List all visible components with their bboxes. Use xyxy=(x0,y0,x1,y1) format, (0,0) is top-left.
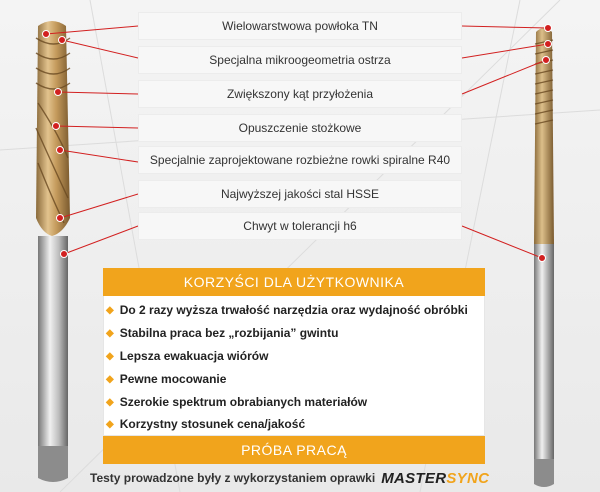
benefit-text: Lepsza ewakuacja wiórów xyxy=(119,349,269,363)
brand-part-sync: SYNC xyxy=(446,469,490,487)
diamond-bullet-icon: ◆ xyxy=(106,327,114,339)
feature-label-flutes: Specjalnie zaprojektowane rozbieżne rowki spiralne R40 xyxy=(138,146,462,174)
test-footer-text: Testy prowadzone były z wykorzystaniem oprawki xyxy=(90,471,376,485)
test-footer xyxy=(90,468,489,488)
benefit-text: Szerokie spektrum obrabianych materiałów xyxy=(119,395,368,409)
mastersync-logo xyxy=(381,470,489,487)
benefit-item xyxy=(106,326,338,340)
straight-tap-illustration xyxy=(524,24,564,492)
benefits-title: KORZYŚCI DLA UŻYTKOWNIKA xyxy=(103,268,485,296)
diamond-bullet-icon: ◆ xyxy=(106,373,114,385)
feature-label-angle: Zwiększony kąt przyłożenia xyxy=(138,80,462,108)
feature-label-coating: Wielowarstwowa powłoka TN xyxy=(138,12,462,40)
diamond-bullet-icon: ◆ xyxy=(106,350,114,362)
feature-label-shank: Chwyt w tolerancji h6 xyxy=(138,212,462,240)
feature-label-geometry: Specjalna mikroogeometria ostrza xyxy=(138,46,462,74)
brand-part-master: MASTER xyxy=(381,469,447,487)
benefit-item xyxy=(106,303,468,317)
test-section-title: PRÓBA PRACĄ xyxy=(103,436,485,464)
benefit-item xyxy=(106,349,268,363)
benefit-text: Korzystny stosunek cena/jakość xyxy=(119,417,306,431)
spiral-tap-illustration xyxy=(18,8,88,492)
diamond-bullet-icon: ◆ xyxy=(106,304,114,316)
benefit-text: Stabilna praca bez „rozbijania” gwintu xyxy=(119,326,339,340)
benefit-text: Do 2 razy wyższa trwałość narzędzia oraz wydajność obróbki xyxy=(119,303,468,317)
feature-label-taper: Opuszczenie stożkowe xyxy=(138,114,462,142)
diamond-bullet-icon: ◆ xyxy=(106,418,114,430)
benefit-item xyxy=(106,372,226,386)
benefit-text: Pewne mocowanie xyxy=(119,372,227,386)
diamond-bullet-icon: ◆ xyxy=(106,396,114,408)
benefit-item xyxy=(106,417,305,431)
benefit-item xyxy=(106,395,367,409)
feature-label-steel: Najwyższej jakości stal HSSE xyxy=(138,180,462,208)
